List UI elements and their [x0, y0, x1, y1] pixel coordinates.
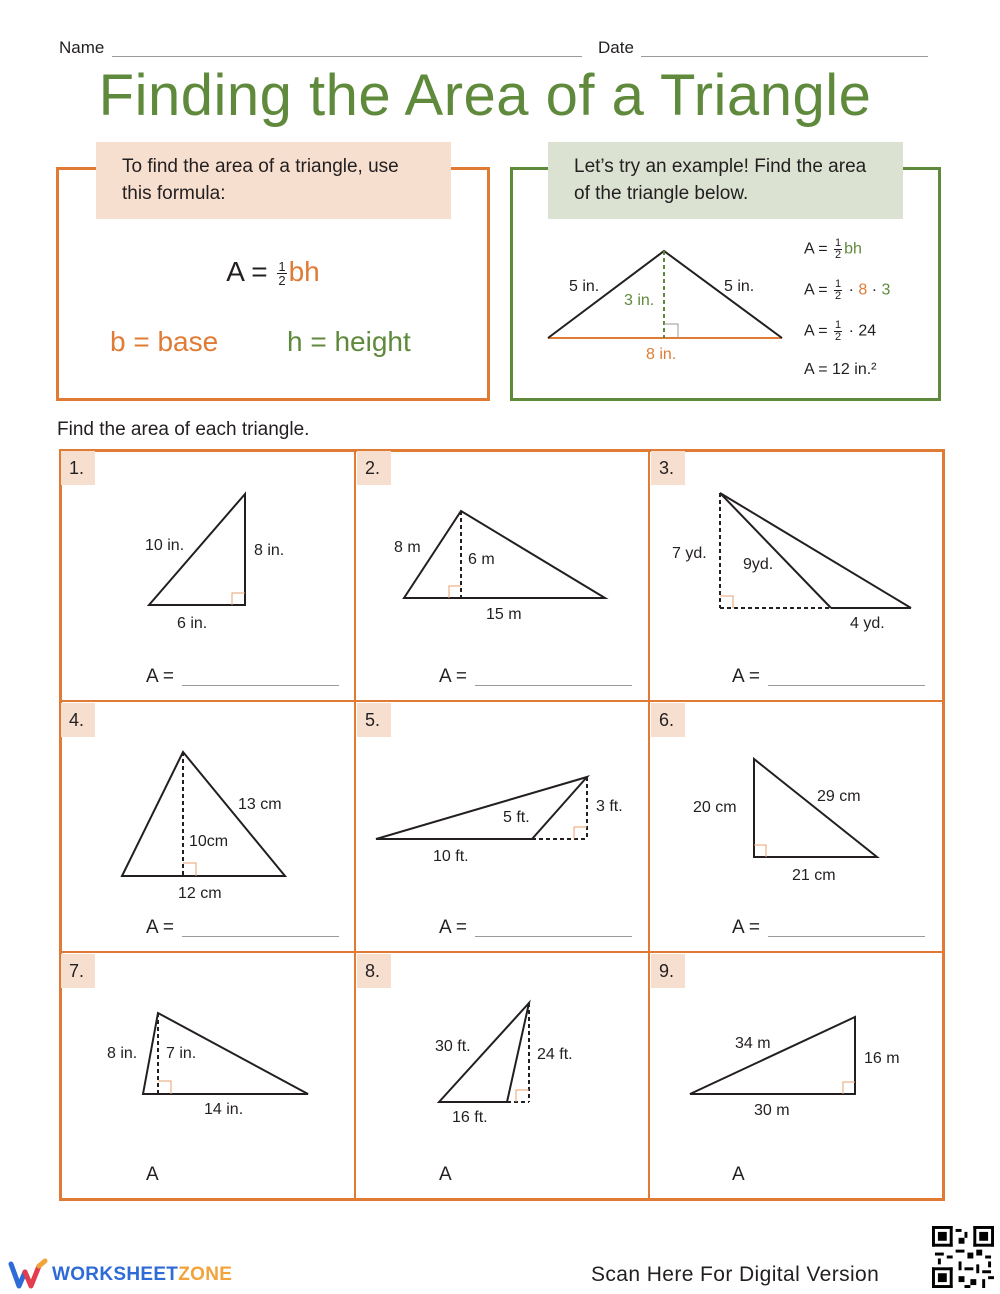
- qr-code-icon[interactable]: [932, 1226, 994, 1288]
- p3-label-side: 9yd.: [743, 556, 774, 573]
- problem-number-6: 6.: [651, 703, 685, 737]
- right-angle-marks: [158, 586, 855, 1102]
- worksheetzone-logo-icon: [8, 1258, 50, 1292]
- p3-label-base: 4 yd.: [850, 615, 885, 632]
- problem-number-1: 1.: [61, 451, 95, 485]
- formula-prefix: A =: [226, 256, 268, 287]
- p7-label-height: 7 in.: [166, 1045, 197, 1062]
- p9-label-hyp: 34 m: [735, 1035, 771, 1052]
- answer-label-8: A: [439, 1164, 452, 1185]
- answer-label-6: A =: [732, 917, 760, 938]
- example-height-label: 3 in.: [624, 292, 655, 309]
- p5-label-height: 3 ft.: [596, 798, 623, 815]
- p1-label-base: 6 in.: [177, 615, 208, 632]
- step-2: A = $\frac{1}{2}$ · 8 · 3: [804, 278, 891, 302]
- triangle-2: [404, 511, 605, 598]
- p2-label-base: 15 m: [486, 606, 522, 623]
- p9-label-height: 16 m: [864, 1050, 900, 1067]
- triangle-6: [754, 759, 877, 857]
- step-3: A = $\frac{1}{2}$ · 24: [804, 319, 877, 343]
- step-1: A = $\frac{1}{2}$ bh: [804, 237, 862, 261]
- p6-label-hyp: 29 cm: [817, 788, 861, 805]
- p8-label-side: 30 ft.: [435, 1038, 471, 1055]
- answer-label-5: A =: [439, 917, 467, 938]
- problem-number-9: 9.: [651, 954, 685, 988]
- step-4: A = 12 in.²: [804, 361, 877, 378]
- p2-label-height: 6 m: [468, 551, 495, 568]
- p4-label-side: 13 cm: [238, 796, 282, 813]
- answer-field-1[interactable]: [182, 685, 339, 686]
- p6-label-base: 21 cm: [792, 867, 836, 884]
- formula-var: bh: [288, 256, 320, 287]
- answer-label-2: A =: [439, 666, 467, 687]
- example-side-left: 5 in.: [569, 278, 600, 295]
- name-label: Name: [59, 38, 105, 57]
- answer-field-4[interactable]: [182, 936, 339, 937]
- answer-field-5[interactable]: [475, 936, 632, 937]
- p4-label-base: 12 cm: [178, 885, 222, 902]
- brand-name: WORKSHEETZONE: [52, 1264, 233, 1285]
- instructions: Find the area of each triangle.: [57, 419, 310, 440]
- problem-number-8: 8.: [357, 954, 391, 988]
- p9-label-base: 30 m: [754, 1102, 790, 1119]
- problem-number-4: 4.: [61, 703, 95, 737]
- p3-label-height: 7 yd.: [672, 545, 707, 562]
- p1-label-hyp: 10 in.: [145, 537, 185, 554]
- problem-number-5: 5.: [357, 703, 391, 737]
- p5-label-side: 5 ft.: [503, 809, 530, 826]
- date-label: Date: [598, 38, 634, 57]
- problem-number-7: 7.: [61, 954, 95, 988]
- formula-banner: To find the area of a triangle, use this formula:: [96, 142, 451, 219]
- answer-label-4: A =: [146, 917, 174, 938]
- p8-label-height: 24 ft.: [537, 1046, 573, 1063]
- problem-number-2: 2.: [357, 451, 391, 485]
- p6-label-height: 20 cm: [693, 799, 737, 816]
- answer-label-7: A: [146, 1164, 159, 1185]
- answer-label-9: A: [732, 1164, 745, 1185]
- half-fraction: $\frac{1}{2}$: [278, 259, 286, 289]
- p7-label-side: 8 in.: [107, 1045, 138, 1062]
- triangle-9: [690, 1017, 855, 1094]
- p8-label-base: 16 ft.: [452, 1109, 488, 1126]
- p4-label-height: 10cm: [189, 833, 229, 850]
- triangle-5: [376, 777, 587, 839]
- height-definition: h = height: [287, 326, 411, 357]
- example-banner: Let’s try an example! Find the area of the triangle below.: [548, 142, 903, 219]
- answer-label-1: A =: [146, 666, 174, 687]
- p2-label-side: 8 m: [394, 539, 421, 556]
- example-base-label: 8 in.: [646, 346, 677, 363]
- p1-label-height: 8 in.: [254, 542, 285, 559]
- page-title: Finding the Area of a Triangle: [98, 63, 872, 128]
- problem-number-3: 3.: [651, 451, 685, 485]
- triangle-4: [122, 752, 285, 876]
- answer-field-6[interactable]: [768, 936, 925, 937]
- answer-field-2[interactable]: [475, 685, 632, 686]
- answer-label-3: A =: [732, 666, 760, 687]
- example-side-right: 5 in.: [724, 278, 755, 295]
- p7-label-base: 14 in.: [204, 1101, 244, 1118]
- p5-label-base: 10 ft.: [433, 848, 469, 865]
- scan-text: Scan Here For Digital Version: [591, 1263, 880, 1286]
- base-definition: b = base: [110, 326, 219, 357]
- answer-field-3[interactable]: [768, 685, 925, 686]
